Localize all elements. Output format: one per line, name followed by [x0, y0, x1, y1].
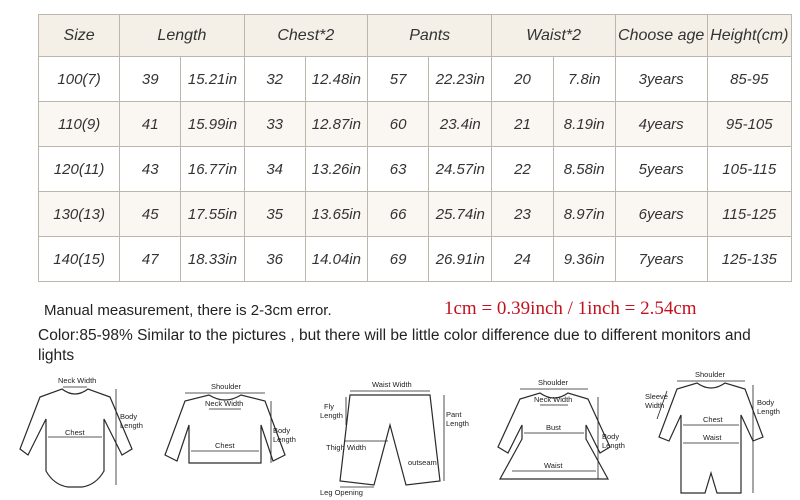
- top-shoulder-label: Shoulder: [211, 382, 242, 391]
- top-diagram: [165, 375, 305, 497]
- table-cell: 120(11): [39, 147, 120, 192]
- header-pants: Pants: [368, 15, 492, 57]
- table-cell: 12.48in: [305, 57, 367, 102]
- table-cell: 6years: [615, 192, 707, 237]
- table-cell: 9.36in: [553, 237, 615, 282]
- romper-length-label: Length: [757, 407, 780, 416]
- romper-sleeve-label: Sleeve: [645, 392, 668, 401]
- romper-waist-label: Waist: [703, 433, 722, 442]
- table-cell: 7years: [615, 237, 707, 282]
- pants-fly-label: Fly: [324, 402, 334, 411]
- table-cell: 66: [368, 192, 429, 237]
- table-cell: 41: [120, 102, 181, 147]
- size-chart-table: [38, 14, 792, 282]
- table-row: [39, 192, 792, 237]
- table-row: [39, 102, 792, 147]
- table-cell: 115-125: [707, 192, 791, 237]
- header-size: Size: [39, 15, 120, 57]
- table-cell: 25.74in: [429, 192, 492, 237]
- pants-length-label: Length: [446, 419, 469, 428]
- table-cell: 125-135: [707, 237, 791, 282]
- table-cell: 130(13): [39, 192, 120, 237]
- table-cell: 85-95: [707, 57, 791, 102]
- table-header-row: [39, 15, 792, 57]
- table-cell: 14.04in: [305, 237, 367, 282]
- top-chest-label: Chest: [215, 441, 235, 450]
- pants-pant-label: Pant: [446, 410, 462, 419]
- unit-conversion-note: 1cm = 0.39inch / 1inch = 2.54cm: [444, 298, 697, 319]
- bodysuit-diagram: [20, 375, 143, 497]
- dress-length-label: Length: [602, 441, 625, 450]
- pants-waist-width-label: Waist Width: [372, 380, 412, 389]
- pants-outseam-label: outseam: [408, 458, 437, 467]
- bodysuit-outline-icon: [20, 389, 132, 487]
- table-row: [39, 57, 792, 102]
- table-cell: 15.99in: [181, 102, 244, 147]
- table-row: [39, 147, 792, 192]
- table-cell: 13.26in: [305, 147, 367, 192]
- table-cell: 12.87in: [305, 102, 367, 147]
- table-cell: 3years: [615, 57, 707, 102]
- table-cell: 4years: [615, 102, 707, 147]
- bodysuit-neck-width-label: Neck Width: [58, 376, 97, 385]
- bodysuit-body-label: Body: [120, 412, 138, 421]
- table-cell: 18.33in: [181, 237, 244, 282]
- dress-body-label: Body: [602, 432, 620, 441]
- pants-outline-icon: [340, 395, 440, 485]
- romper-body-label: Body: [757, 398, 775, 407]
- table-cell: 22.23in: [429, 57, 492, 102]
- table-cell: 140(15): [39, 237, 120, 282]
- pants-leg-opening-label: Leg Opening: [320, 488, 363, 497]
- table-cell: 8.19in: [553, 102, 615, 147]
- table-cell: 36: [244, 237, 305, 282]
- table-cell: 69: [368, 237, 429, 282]
- table-cell: 24.57in: [429, 147, 492, 192]
- pants-thigh-width-label: Thigh Width: [326, 443, 367, 452]
- measurement-error-note: Manual measurement, there is 2-3cm error.: [44, 302, 332, 319]
- table-cell: 43: [120, 147, 181, 192]
- dress-bust-label: Bust: [546, 423, 562, 432]
- table-cell: 8.58in: [553, 147, 615, 192]
- pants-fly-length-label: Length: [320, 411, 343, 420]
- table-cell: 105-115: [707, 147, 791, 192]
- header-height: Height(cm): [707, 15, 791, 57]
- table-cell: 24: [492, 237, 553, 282]
- table-cell: 47: [120, 237, 181, 282]
- table-cell: 45: [120, 192, 181, 237]
- header-length: Length: [120, 15, 244, 57]
- dress-waist-label: Waist: [544, 461, 563, 470]
- top-neck-width-label: Neck Width: [205, 399, 244, 408]
- table-cell: 63: [368, 147, 429, 192]
- bodysuit-length-label: Length: [120, 421, 143, 430]
- table-cell: 39: [120, 57, 181, 102]
- table-row: [39, 237, 792, 282]
- bodysuit-chest-label: Chest: [65, 428, 85, 437]
- table-cell: 21: [492, 102, 553, 147]
- table-cell: 20: [492, 57, 553, 102]
- table-cell: 26.91in: [429, 237, 492, 282]
- table-cell: 15.21in: [181, 57, 244, 102]
- romper-sleeve-width-label: Width: [645, 401, 665, 410]
- table-cell: 57: [368, 57, 429, 102]
- romper-chest-label: Chest: [703, 415, 723, 424]
- measurement-diagrams: [20, 370, 790, 497]
- table-cell: 60: [368, 102, 429, 147]
- header-choose-age: Choose age: [615, 15, 707, 57]
- pants-diagram: [320, 375, 470, 497]
- dress-neck-width-label: Neck Width: [534, 395, 573, 404]
- table-cell: 22: [492, 147, 553, 192]
- romper-shoulder-label: Shoulder: [695, 370, 726, 379]
- table-cell: 7.8in: [553, 57, 615, 102]
- table-cell: 17.55in: [181, 192, 244, 237]
- top-length-label: Length: [273, 435, 296, 444]
- table-cell: 33: [244, 102, 305, 147]
- header-chest: Chest*2: [244, 15, 367, 57]
- table-cell: 35: [244, 192, 305, 237]
- table-cell: 110(9): [39, 102, 120, 147]
- dress-diagram: [490, 375, 630, 497]
- table-cell: 5years: [615, 147, 707, 192]
- table-cell: 34: [244, 147, 305, 192]
- header-waist: Waist*2: [492, 15, 615, 57]
- dress-shoulder-label: Shoulder: [538, 378, 569, 387]
- table-cell: 13.65in: [305, 192, 367, 237]
- table-cell: 23: [492, 192, 553, 237]
- color-disclaimer-note: Color:85-98% Similar to the pictures , but there will be little color difference due to different monitors and lights: [38, 327, 751, 364]
- table-cell: 100(7): [39, 57, 120, 102]
- table-cell: 16.77in: [181, 147, 244, 192]
- table-cell: 32: [244, 57, 305, 102]
- top-body-label: Body: [273, 426, 291, 435]
- table-cell: 8.97in: [553, 192, 615, 237]
- table-cell: 95-105: [707, 102, 791, 147]
- table-cell: 23.4in: [429, 102, 492, 147]
- romper-diagram: [645, 370, 790, 497]
